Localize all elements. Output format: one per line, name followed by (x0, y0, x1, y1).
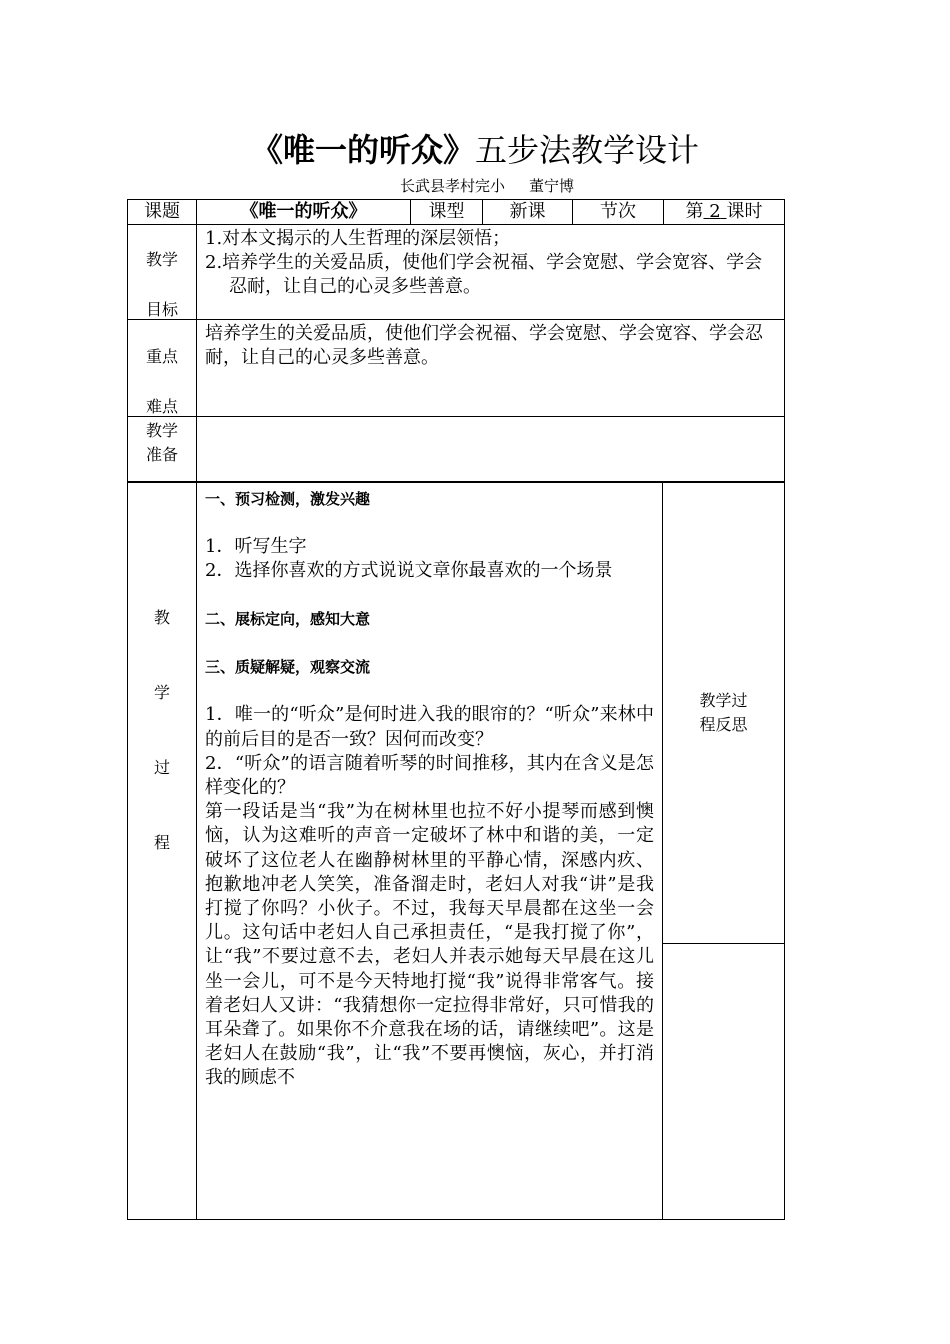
prep-row (128, 417, 785, 482)
type-label: 课型 (411, 200, 483, 225)
prep-label-a: 教学 (145, 421, 178, 440)
goal-item: 2.培养学生的关爱品质，使他们学会祝福、学会宽慰、学会宽容、学会忍耐，让自己的心灵多些善意。 (205, 252, 763, 297)
process-content (197, 483, 663, 1220)
list-item: 1．唯一的“听众”是何时进入我的眼帘的？“听众”来林中的前后目的是否一致？因何而改变？ (205, 704, 654, 750)
key-points-row (128, 320, 785, 417)
topic-label: 课题 (128, 200, 197, 225)
list-item: 1．听写生字 (205, 536, 307, 557)
lesson-info-table (127, 199, 785, 482)
goals-text (197, 225, 785, 320)
list-item: 2．“听众”的语言随着听琴的时间推移，其内在含义是怎样变化的？ (205, 752, 654, 799)
header-row (128, 200, 785, 225)
key-points-text: 培养学生的关爱品质，使他们学会祝福、学会宽慰、学会宽容、学会忍耐，让自己的心灵多些善意。 (197, 320, 785, 417)
reflection-empty-cell (663, 943, 785, 1219)
school-name: 长武县孝村完小 (400, 177, 506, 195)
session-value: 第 2 课时 (664, 200, 785, 225)
process-label-char: 过 (153, 758, 170, 777)
document-title: 《唯一的听众》五步法教学设计 (250, 131, 700, 169)
key-label-a: 重点 (145, 347, 178, 366)
goals-label-a: 教学 (145, 250, 178, 269)
paragraph: 第一段话是当“我”为在树林里也拉不好小提琴而感到懊恼，认为这难听的声音一定破坏了林中和谐的美，一定破坏了这位老人在幽静树林里的平静心情，深感内疚、抱歉地冲老人笑笑，准备溜走时，老妇人对我“讲”是我打搅了你吗？小伙子。不过，我每天早晨都在这坐一会儿。这句话中老妇人自己承担责任，“是我打搅了你”，让“我”不要过意不去，老妇人并表示她每天早晨在这儿坐一会儿，可不是今天特地打搅“我”说得非常客气。接着老妇人又讲：“我猜想你一定拉得非常好，只可惜我的耳朵聋了。如果你不介意我在场的话，请继续吧”。这是老妇人在鼓励“我”，让“我”不要再懊恼，灰心，并打消我的顾虑不 (205, 801, 654, 1089)
teacher-name: 董宁博 (529, 177, 575, 195)
prep-text (197, 417, 785, 482)
section-heading: 一、预习检测，激发兴趣 (205, 490, 371, 508)
type-value: 新课 (483, 200, 573, 225)
goal-item: 1.对本文揭示的人生哲理的深层领悟； (205, 228, 511, 249)
reflection-label: 教学过 程反思 (663, 483, 785, 944)
section-heading: 三、质疑解疑，观察交流 (205, 658, 371, 677)
goals-label-b: 目标 (145, 300, 178, 319)
key-label-b: 难点 (145, 397, 178, 416)
prep-label-b: 准备 (145, 445, 178, 464)
process-label-char: 学 (153, 683, 170, 702)
topic-value: 《唯一的听众》 (197, 200, 411, 225)
process-label-char: 教 (153, 608, 170, 627)
session-label: 节次 (573, 200, 664, 225)
process-table (127, 482, 785, 1220)
list-item: 2．选择你喜欢的方式说说文章你最喜欢的一个场景 (205, 560, 613, 582)
author-line (400, 176, 574, 196)
goals-row (128, 225, 785, 320)
section-heading: 二、展标定向，感知大意 (205, 610, 371, 629)
process-label-char: 程 (153, 833, 170, 852)
process-label (128, 483, 197, 1220)
